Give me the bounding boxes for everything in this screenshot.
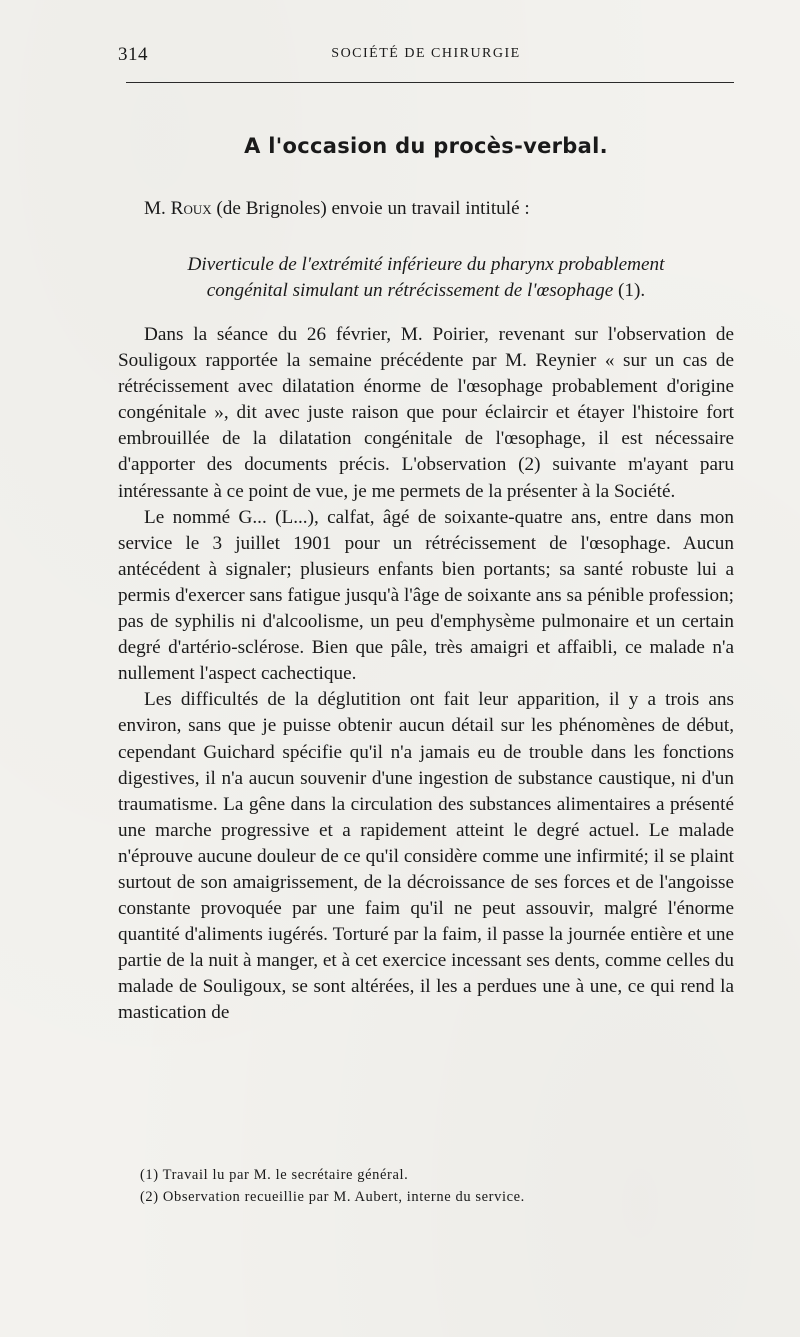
- footnote-1: (1) Travail lu par M. le secrétaire général.: [140, 1167, 409, 1183]
- paragraph-3: Les difficultés de la déglutition ont fait leur apparition, il y a trois ans environ, sans que je puisse obtenir aucun détail sur les phénomènes de début, cependant Guichard spécifie qu'il n'a jamais eu de trouble dans les fonctions digestives, il n'a aucun souvenir d'une ingestion de substance caustique, ni d'un traumatisme. La gêne dans la circulation des substances alimentaires a présenté une marche progressive et a rapidement atteint le degré actuel. Le malade n'éprouve aucune douleur de ce qu'il considère comme une infirmité; il se plaint surtout de son amaigrissement, de la décroissance de ses forces et de l'angoisse constante provoquée par une faim qu'il ne peut assouvir, malgré l'énorme quantité d'aliments iugérés. Torturé par la faim, il passe la journée entière et une partie de la nuit à manger, et à cet exercice incessant ses dents, comme celles du malade de Souligoux, se sont altérées, il les a perdues une à une, ce qui rend la mastication de: [118, 689, 734, 1024]
- footnote-2: (2) Observation recueillie par M. Aubert, interne du service.: [140, 1189, 525, 1205]
- paragraph-2: Le nommé G... (L...), calfat, âgé de soixante-quatre ans, entre dans mon service le 3 juillet 1901 pour un rétrécissement de l'œsophage. Aucun antécédent à signaler; plusieurs enfants bien portants; sa santé robuste lui a permis d'exercer sans fatigue jusqu'à l'âge de soixante ans sa pénible profession; pas de syphilis ni d'alcoolisme, un peu d'emphysème pulmonaire et un certain degré d'artério-sclérose. Bien que pâle, très amaigri et affaibli, ce malade n'a nullement l'aspect cachectique.: [118, 506, 734, 685]
- page-number: 314: [118, 44, 148, 65]
- article-title-line-2: congénital simulant un rétrécissement de l'œsophage: [206, 280, 614, 301]
- running-head: SOCIÉTÉ DE CHIRURGIE: [331, 46, 521, 61]
- main-body: [118, 322, 734, 1027]
- intro-author: Roux: [170, 198, 212, 219]
- footnotes: [140, 1164, 720, 1208]
- article-title-line-1: Diverticule de l'extrémité inférieure du pharynx probablement: [187, 254, 665, 275]
- footnote-ref-1: (1).: [613, 280, 646, 301]
- paragraph-1: Dans la séance du 26 février, M. Poirier, revenant sur l'observation de Souligoux rapportée la semaine précédente par M. Reynier « sur un cas de rétrécissement avec dilatation énorme de l'œsophage probablement d'origine congénitale », dit avec juste raison que pour éclaircir et étayer l'histoire fort embrouillée de la dilatation congénitale de l'œsophage, il est nécessaire d'apporter des documents précis. L'observation (2) suivante m'ayant paru intéressante à ce point de vue, je me permets de la présenter à la Société.: [118, 324, 734, 502]
- intro-suffix: (de Brignoles) envoie un travail intitulé :: [211, 198, 530, 219]
- page-header: [118, 44, 734, 70]
- intro-prefix: M.: [144, 198, 171, 219]
- header-rule: [126, 82, 734, 83]
- article-title: [118, 252, 734, 304]
- intro-paragraph: [118, 196, 734, 222]
- section-title: A l'occasion du procès-verbal.: [244, 134, 608, 158]
